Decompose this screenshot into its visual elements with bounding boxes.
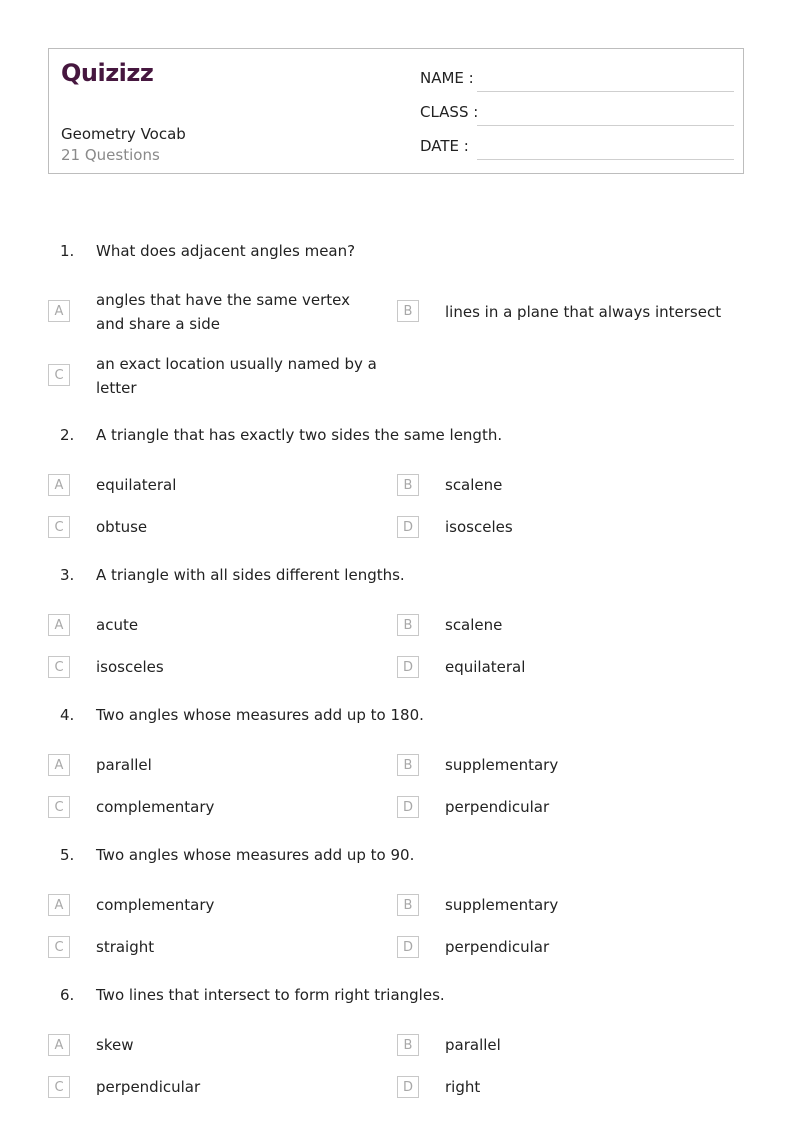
option-box-d[interactable]: D [397, 796, 419, 818]
question-number: 6. [60, 986, 75, 1004]
option-text: skew [96, 1036, 134, 1054]
option-box-a[interactable]: A [48, 614, 70, 636]
date-line[interactable] [477, 159, 734, 160]
option-text: complementary [96, 896, 215, 914]
option-box-c[interactable]: C [48, 364, 70, 386]
option-box-b[interactable]: B [397, 300, 419, 322]
option-box-c[interactable]: C [48, 936, 70, 958]
option-text: perpendicular [445, 938, 550, 956]
question-text: Two angles whose measures add up to 180. [96, 706, 424, 724]
class-field[interactable] [420, 103, 734, 127]
option-text: scalene [445, 476, 503, 494]
option-box-a[interactable]: A [48, 1034, 70, 1056]
question-number: 4. [60, 706, 75, 724]
name-line[interactable] [477, 91, 734, 92]
name-field[interactable] [420, 69, 734, 93]
option-box-a[interactable]: A [48, 754, 70, 776]
question-number: 2. [60, 426, 75, 444]
question-text: Two angles whose measures add up to 90. [96, 846, 415, 864]
question-text: Two lines that intersect to form right triangles. [96, 986, 445, 1004]
option-text: an exact location usually named by a letter [96, 355, 377, 397]
question-count: 21 Questions [61, 146, 160, 164]
option-text: equilateral [445, 658, 526, 676]
question-text: A triangle that has exactly two sides the same length. [96, 426, 503, 444]
option-text: isosceles [445, 518, 513, 536]
question-number: 5. [60, 846, 75, 864]
option-box-a[interactable]: A [48, 894, 70, 916]
name-label: NAME : [420, 69, 474, 87]
option-box-d[interactable]: D [397, 936, 419, 958]
option-box-b[interactable]: B [397, 614, 419, 636]
option-text: acute [96, 616, 139, 634]
option-text: supplementary [445, 756, 559, 774]
option-box-c[interactable]: C [48, 656, 70, 678]
option-text: parallel [96, 756, 152, 774]
option-box-d[interactable]: D [397, 656, 419, 678]
question-text: What does adjacent angles mean? [96, 242, 356, 260]
worksheet-header [48, 48, 744, 174]
option-box-a[interactable]: A [48, 474, 70, 496]
class-label: CLASS : [420, 103, 479, 121]
question-number: 1. [60, 242, 75, 260]
option-text: equilateral [96, 476, 177, 494]
option-text: straight [96, 938, 155, 956]
option-text: scalene [445, 616, 503, 634]
option-box-b[interactable]: B [397, 1034, 419, 1056]
option-text: lines in a plane that always intersect [445, 303, 722, 321]
date-label: DATE : [420, 137, 469, 155]
worksheet-title: Geometry Vocab [61, 125, 186, 143]
option-box-d[interactable]: D [397, 516, 419, 538]
option-text: supplementary [445, 896, 559, 914]
option-box-d[interactable]: D [397, 1076, 419, 1098]
question-text: A triangle with all sides different lengths. [96, 566, 405, 584]
question-number: 3. [60, 566, 75, 584]
option-box-b[interactable]: B [397, 754, 419, 776]
option-box-c[interactable]: C [48, 1076, 70, 1098]
option-box-b[interactable]: B [397, 474, 419, 496]
class-line[interactable] [477, 125, 734, 126]
option-text: complementary [96, 798, 215, 816]
option-box-c[interactable]: C [48, 516, 70, 538]
date-field[interactable] [420, 137, 734, 161]
option-text: right [445, 1078, 481, 1096]
option-text: obtuse [96, 518, 148, 536]
option-text: isosceles [96, 658, 164, 676]
option-text: perpendicular [96, 1078, 201, 1096]
option-box-a[interactable]: A [48, 300, 70, 322]
option-text: perpendicular [445, 798, 550, 816]
option-text: angles that have the same vertex and share a side [96, 291, 350, 333]
option-box-b[interactable]: B [397, 894, 419, 916]
option-box-c[interactable]: C [48, 796, 70, 818]
quizizz-logo: Quizizz [61, 59, 154, 87]
option-text: parallel [445, 1036, 501, 1054]
